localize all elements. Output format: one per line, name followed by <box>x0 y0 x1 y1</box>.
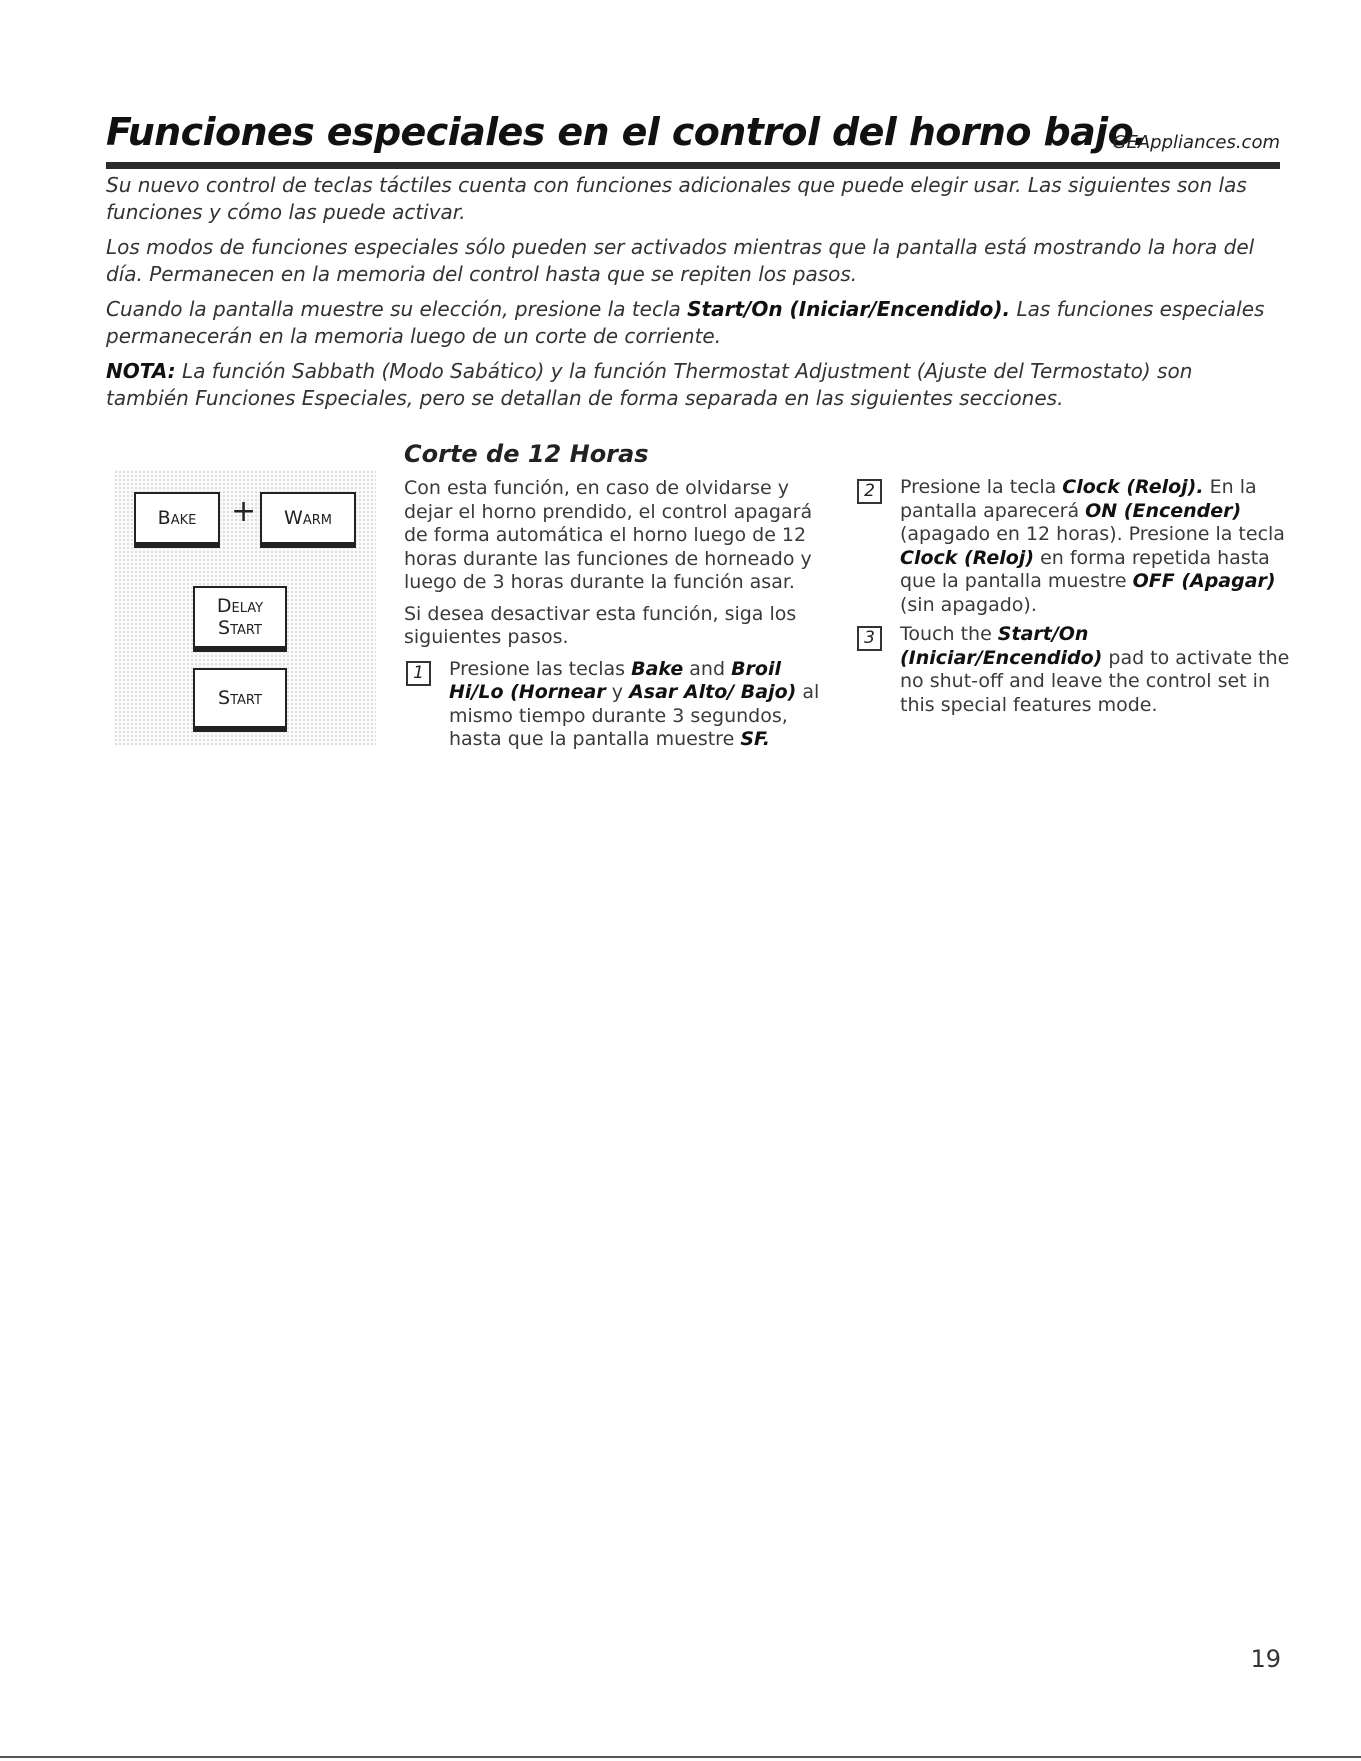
step-2 <box>855 476 1295 617</box>
intro-paragraph-2: Los modos de funciones especiales sólo pueden ser activados mientras que la pantalla está mostrando la hora del día. Permanecen en la memoria del control hasta que se repiten los pasos. <box>106 235 1255 286</box>
step-1 <box>404 658 834 752</box>
sf-display-reference: SF. <box>740 728 770 750</box>
start-key: Start <box>193 668 287 732</box>
step-text <box>449 658 834 752</box>
step-2-text-e: (sin apagado). <box>900 593 1037 616</box>
broil-key-reference: Broil Hi/Lo (Hornear <box>449 657 782 703</box>
start-on-key-reference: Start/On (Iniciar/Encendido). <box>687 297 1011 321</box>
off-display-reference: OFF (Apagar) <box>1132 570 1276 592</box>
step-text <box>900 476 1295 617</box>
clock-key-reference-2: Clock (Reloj) <box>900 546 1035 569</box>
bottom-edge-line <box>0 1756 1361 1758</box>
step-1-text-c: y <box>605 681 630 703</box>
section-title: Corte de 12 Horas <box>404 440 649 468</box>
page-number: 19 <box>1250 1645 1281 1673</box>
right-column <box>855 476 1295 723</box>
step-2-text-b: En la pantalla aparecerá <box>900 476 1257 522</box>
intro-p3-text: Cuando la pantalla muestre su elección, presione la tecla <box>106 297 688 321</box>
clock-key-reference: Clock (Reloj). <box>1062 476 1204 498</box>
step-text <box>900 623 1295 717</box>
intro-paragraph-3 <box>106 296 1276 350</box>
keypad-illustration <box>114 470 376 745</box>
step-3-text-a: Touch the <box>900 623 998 645</box>
step-1-text-a: Presione las teclas <box>449 657 632 680</box>
title-rule <box>106 162 1280 169</box>
step-2-text-d: en forma repetida hasta que la pantalla muestre <box>900 546 1270 592</box>
note-text: La función Sabbath (Modo Sabático) y la función Thermostat Adjustment (Ajuste del Termostato) son también Funciones Especiales, pero se detallan de forma separada en las siguientes secciones. <box>106 359 1193 410</box>
delay-start-key <box>193 586 287 652</box>
website-label: GEAppliances.com <box>1112 132 1280 153</box>
step-number-box: 1 <box>406 661 431 686</box>
step-number-box: 3 <box>857 626 882 651</box>
step-2-text-a: Presione la tecla <box>900 476 1063 498</box>
section-description: Con esta función, en caso de olvidarse y dejar el horno prendido, el control apagará de forma automática el horno luego de 12 horas durante las funciones de horneado y luego de 3 horas durante la función asar. <box>404 477 813 593</box>
step-3-text-b: pad to activate the no shut-off and leave the control set in this special features mode. <box>900 646 1290 716</box>
warm-key: Warm <box>260 492 356 548</box>
step-1-text-b: and <box>683 657 732 680</box>
intro-note <box>106 358 1276 412</box>
intro-paragraph-1: Su nuevo control de teclas táctiles cuenta con funciones adicionales que puede elegir usar. Las siguientes son las funciones y cómo las puede activar. <box>106 173 1247 224</box>
section-instructions-intro: Si desea desactivar esta función, siga los siguientes pasos. <box>404 602 797 648</box>
note-label: NOTA: <box>106 359 176 383</box>
step-1-text-d: al mismo tiempo durante 3 segundos, hasta que la pantalla muestre <box>449 681 820 750</box>
bake-key-reference: Bake <box>631 657 684 680</box>
intro-p3-text-end: Las funciones especiales permanecerán en la memoria luego de un corte de corriente. <box>106 297 1265 348</box>
start-on-key-reference-2: Start/On (Iniciar/Encendido) <box>900 623 1103 669</box>
step-2-text-c: (apagado en 12 horas). Presione la tecla <box>900 523 1285 545</box>
on-display-reference: ON (Encender) <box>1085 499 1242 522</box>
bake-key: Bake <box>134 492 220 548</box>
intro-text <box>106 172 1276 420</box>
step-number-box: 2 <box>857 479 882 504</box>
delay-start-key-label: Start <box>218 617 262 639</box>
page-title: Funciones especiales en el control del horno bajo. <box>106 110 1147 154</box>
plus-sign: + <box>231 494 257 529</box>
asar-key-reference: Asar Alto/ Bajo) <box>629 681 797 703</box>
step-3 <box>855 623 1295 717</box>
delay-key-label: Delay <box>216 595 264 617</box>
middle-column <box>404 440 834 758</box>
